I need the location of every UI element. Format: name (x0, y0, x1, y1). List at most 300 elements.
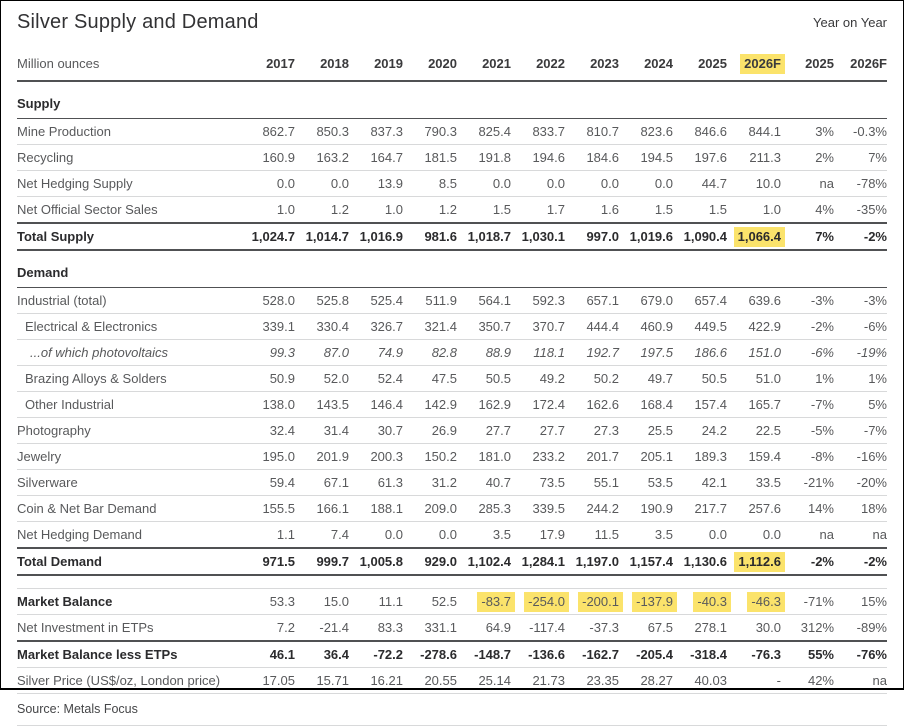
value-cell: 1,019.6 (619, 223, 673, 250)
row-label: Photography (17, 418, 241, 444)
value-cell: 790.3 (403, 119, 457, 145)
value-cell: 138.0 (241, 392, 295, 418)
row-other-industrial (17, 392, 887, 418)
empty-cell (457, 250, 511, 288)
value-cell: 15.0 (295, 588, 349, 614)
yoy-cell: -6% (781, 340, 834, 366)
row-label: Net Investment in ETPs (17, 614, 241, 641)
yoy-cell: 3% (781, 119, 834, 145)
empty-cell (349, 81, 403, 119)
yoy-cell: na (781, 522, 834, 549)
value-cell: 837.3 (349, 119, 403, 145)
yoy-cell: -20% (834, 470, 887, 496)
row-brazing-alloys-solders (17, 366, 887, 392)
value-cell: 27.7 (457, 418, 511, 444)
row-label: Net Official Sector Sales (17, 197, 241, 224)
yoy-cell: -2% (781, 314, 834, 340)
value-cell: 21.73 (511, 667, 565, 693)
yoy-cell: 5% (834, 392, 887, 418)
value-cell: 33.5 (727, 470, 781, 496)
value-cell: 3.5 (457, 522, 511, 549)
value-cell: 142.9 (403, 392, 457, 418)
value-cell: 22.5 (727, 418, 781, 444)
yoy-cell: -2% (834, 223, 887, 250)
value-cell: 422.9 (727, 314, 781, 340)
value-cell: 13.9 (349, 171, 403, 197)
value-cell: 157.4 (673, 392, 727, 418)
yoy-cell: -8% (781, 444, 834, 470)
value-cell: 1,018.7 (457, 223, 511, 250)
value-cell: 449.5 (673, 314, 727, 340)
yoy-cell: -35% (834, 197, 887, 224)
row-net-official-sector-sales (17, 197, 887, 224)
value-cell: 7.4 (295, 522, 349, 549)
highlight: 1,066.4 (734, 227, 785, 247)
yoy-cell: -2% (781, 548, 834, 575)
row-market-balance-less-etps (17, 641, 887, 668)
highlight: -83.7 (477, 592, 515, 612)
column-header-2023: 2023 (565, 47, 619, 81)
value-cell: 1,130.6 (673, 548, 727, 575)
value-cell: 49.2 (511, 366, 565, 392)
value-cell: 1,030.1 (511, 223, 565, 250)
value-cell: 197.6 (673, 145, 727, 171)
yoy-cell: 42% (781, 667, 834, 693)
value-cell: 211.3 (727, 145, 781, 171)
value-cell: 971.5 (241, 548, 295, 575)
row-label: Market Balance less ETPs (17, 641, 241, 668)
value-cell: 50.5 (457, 366, 511, 392)
row-industrial-total (17, 288, 887, 314)
value-cell: 0.0 (295, 171, 349, 197)
value-cell: 17.05 (241, 667, 295, 693)
row-silver-price-us-oz-london-price (17, 667, 887, 693)
value-cell: 172.4 (511, 392, 565, 418)
yoy-cell: 4% (781, 197, 834, 224)
value-cell: 278.1 (673, 614, 727, 641)
value-cell: 862.7 (241, 119, 295, 145)
table-head (17, 47, 887, 81)
value-cell: 27.3 (565, 418, 619, 444)
value-cell: 321.4 (403, 314, 457, 340)
column-header-2019: 2019 (349, 47, 403, 81)
value-cell (457, 588, 511, 614)
value-cell: 339.1 (241, 314, 295, 340)
empty-cell (511, 250, 565, 288)
empty-cell (619, 250, 673, 288)
yoy-cell: 18% (834, 496, 887, 522)
row-label: Jewelry (17, 444, 241, 470)
value-cell: 330.4 (295, 314, 349, 340)
value-cell: 194.6 (511, 145, 565, 171)
value-cell: 197.5 (619, 340, 673, 366)
row-label: Silver Price (US$/oz, London price) (17, 667, 241, 693)
value-cell: 1,157.4 (619, 548, 673, 575)
yoy-cell: -76% (834, 641, 887, 668)
value-cell: 1.0 (349, 197, 403, 224)
value-cell: -162.7 (565, 641, 619, 668)
value-cell: 217.7 (673, 496, 727, 522)
empty-cell (834, 81, 887, 119)
column-header-2025: 2025 (673, 47, 727, 81)
value-cell: 15.71 (295, 667, 349, 693)
value-cell: 528.0 (241, 288, 295, 314)
value-cell: 233.2 (511, 444, 565, 470)
yoy-cell: -3% (834, 288, 887, 314)
empty-cell (403, 250, 457, 288)
value-cell (619, 588, 673, 614)
value-cell: 146.4 (349, 392, 403, 418)
value-cell (511, 588, 565, 614)
value-cell: 209.0 (403, 496, 457, 522)
row-demand (17, 250, 887, 288)
value-cell: 36.4 (295, 641, 349, 668)
value-cell: - (727, 667, 781, 693)
value-cell: 16.21 (349, 667, 403, 693)
value-cell: 201.7 (565, 444, 619, 470)
column-header-2020: 2020 (403, 47, 457, 81)
empty-cell (403, 81, 457, 119)
value-cell: 257.6 (727, 496, 781, 522)
value-cell: 657.1 (565, 288, 619, 314)
value-cell: 191.8 (457, 145, 511, 171)
row-label: Other Industrial (17, 392, 241, 418)
value-cell: 118.1 (511, 340, 565, 366)
value-cell: 67.5 (619, 614, 673, 641)
value-cell: 159.4 (727, 444, 781, 470)
value-cell: 23.35 (565, 667, 619, 693)
value-cell: 50.5 (673, 366, 727, 392)
value-cell: 0.0 (457, 171, 511, 197)
empty-cell (619, 81, 673, 119)
value-cell: 87.0 (295, 340, 349, 366)
value-cell: 44.7 (673, 171, 727, 197)
empty-cell (457, 81, 511, 119)
value-cell: 460.9 (619, 314, 673, 340)
empty-cell (241, 250, 295, 288)
yoy-cell: 2% (781, 145, 834, 171)
row-mine-production (17, 119, 887, 145)
value-cell (673, 588, 727, 614)
value-cell: 201.9 (295, 444, 349, 470)
row-label: Net Hedging Demand (17, 522, 241, 549)
page-header (17, 11, 887, 34)
value-cell: 10.0 (727, 171, 781, 197)
value-cell: 844.1 (727, 119, 781, 145)
value-cell: 657.4 (673, 288, 727, 314)
value-cell: 27.7 (511, 418, 565, 444)
value-cell: 370.7 (511, 314, 565, 340)
value-cell: 639.6 (727, 288, 781, 314)
row-net-hedging-supply (17, 171, 887, 197)
value-cell: 150.2 (403, 444, 457, 470)
value-cell (565, 588, 619, 614)
value-cell: 525.8 (295, 288, 349, 314)
value-cell: 1.6 (565, 197, 619, 224)
column-header-2024: 2024 (619, 47, 673, 81)
value-cell: 32.4 (241, 418, 295, 444)
value-cell: 53.3 (241, 588, 295, 614)
value-cell: 40.03 (673, 667, 727, 693)
highlight: -46.3 (747, 592, 785, 612)
spacer-row (17, 575, 887, 588)
value-cell: 7.2 (241, 614, 295, 641)
value-cell: 53.5 (619, 470, 673, 496)
value-cell: -21.4 (295, 614, 349, 641)
value-cell: 1.1 (241, 522, 295, 549)
value-cell: 166.1 (295, 496, 349, 522)
highlight: -40.3 (693, 592, 731, 612)
value-cell: 55.1 (565, 470, 619, 496)
value-cell: 3.5 (619, 522, 673, 549)
value-cell: 1.0 (241, 197, 295, 224)
row-label: Industrial (total) (17, 288, 241, 314)
unit-label: Million ounces (17, 47, 241, 81)
yoy-cell: na (781, 171, 834, 197)
value-cell: 1,005.8 (349, 548, 403, 575)
value-cell: 929.0 (403, 548, 457, 575)
value-cell: 194.5 (619, 145, 673, 171)
row-coin-net-bar-demand (17, 496, 887, 522)
value-cell: 46.1 (241, 641, 295, 668)
value-cell: 999.7 (295, 548, 349, 575)
yoy-cell: -0.3% (834, 119, 887, 145)
highlight: 2026F (740, 54, 785, 74)
value-cell: 244.2 (565, 496, 619, 522)
table-body (17, 81, 887, 693)
value-cell: 846.6 (673, 119, 727, 145)
value-cell: 181.5 (403, 145, 457, 171)
yoy-cell: -3% (781, 288, 834, 314)
value-cell: 155.5 (241, 496, 295, 522)
value-cell: 1,090.4 (673, 223, 727, 250)
value-cell: 28.27 (619, 667, 673, 693)
column-header-2026f (727, 47, 781, 81)
row-label: Coin & Net Bar Demand (17, 496, 241, 522)
yoy-cell: -6% (834, 314, 887, 340)
highlight: -137.9 (632, 592, 677, 612)
value-cell: 11.5 (565, 522, 619, 549)
row-supply (17, 81, 887, 119)
yoy-cell: -19% (834, 340, 887, 366)
value-cell: 1.5 (619, 197, 673, 224)
value-cell: 83.3 (349, 614, 403, 641)
spacer-cell (17, 575, 887, 588)
value-cell: 1,014.7 (295, 223, 349, 250)
value-cell: 1,024.7 (241, 223, 295, 250)
yoy-cell: 1% (834, 366, 887, 392)
value-cell: 1,016.9 (349, 223, 403, 250)
yoy-cell: 55% (781, 641, 834, 668)
row-label: Recycling (17, 145, 241, 171)
value-cell: 1.5 (673, 197, 727, 224)
value-cell: -136.6 (511, 641, 565, 668)
row-label: Total Supply (17, 223, 241, 250)
row-label: Supply (17, 81, 241, 119)
value-cell: 8.5 (403, 171, 457, 197)
value-cell: 73.5 (511, 470, 565, 496)
row-label: Silverware (17, 470, 241, 496)
value-cell: 52.5 (403, 588, 457, 614)
empty-cell (727, 81, 781, 119)
value-cell: 64.9 (457, 614, 511, 641)
value-cell: 1.2 (403, 197, 457, 224)
yoy-cell: 7% (781, 223, 834, 250)
value-cell: 679.0 (619, 288, 673, 314)
value-cell: 162.9 (457, 392, 511, 418)
row-label: Brazing Alloys & Solders (17, 366, 241, 392)
value-cell: 850.3 (295, 119, 349, 145)
yoy-cell: -21% (781, 470, 834, 496)
row-label: Market Balance (17, 588, 241, 614)
value-cell: 1.2 (295, 197, 349, 224)
value-cell: 810.7 (565, 119, 619, 145)
yoy-cell: -2% (834, 548, 887, 575)
value-cell: 51.0 (727, 366, 781, 392)
value-cell (727, 548, 781, 575)
value-cell: 592.3 (511, 288, 565, 314)
empty-cell (295, 81, 349, 119)
value-cell: 331.1 (403, 614, 457, 641)
value-cell: 25.5 (619, 418, 673, 444)
value-cell: 511.9 (403, 288, 457, 314)
yoy-column-header-2026f: 2026F (834, 47, 887, 81)
empty-cell (349, 250, 403, 288)
year-on-year-label: Year on Year (813, 15, 887, 30)
empty-cell (565, 81, 619, 119)
value-cell: 326.7 (349, 314, 403, 340)
yoy-cell: 14% (781, 496, 834, 522)
value-cell: 11.1 (349, 588, 403, 614)
empty-cell (727, 250, 781, 288)
value-cell: 88.9 (457, 340, 511, 366)
value-cell: 200.3 (349, 444, 403, 470)
value-cell: -37.3 (565, 614, 619, 641)
row-jewelry (17, 444, 887, 470)
value-cell: 26.9 (403, 418, 457, 444)
value-cell: 52.4 (349, 366, 403, 392)
value-cell: -76.3 (727, 641, 781, 668)
value-cell: 82.8 (403, 340, 457, 366)
yoy-cell: -16% (834, 444, 887, 470)
value-cell: 184.6 (565, 145, 619, 171)
value-cell: 181.0 (457, 444, 511, 470)
value-cell: 0.0 (619, 171, 673, 197)
value-cell (727, 223, 781, 250)
value-cell: 25.14 (457, 667, 511, 693)
value-cell: 1,102.4 (457, 548, 511, 575)
value-cell: 143.5 (295, 392, 349, 418)
value-cell: 339.5 (511, 496, 565, 522)
row-of-which-photovoltaics (17, 340, 887, 366)
empty-cell (673, 250, 727, 288)
value-cell: 825.4 (457, 119, 511, 145)
value-cell: 833.7 (511, 119, 565, 145)
value-cell: 49.7 (619, 366, 673, 392)
row-label: Demand (17, 250, 241, 288)
row-photography (17, 418, 887, 444)
value-cell: 195.0 (241, 444, 295, 470)
empty-cell (295, 250, 349, 288)
value-cell: 30.7 (349, 418, 403, 444)
value-cell: -205.4 (619, 641, 673, 668)
value-cell: 997.0 (565, 223, 619, 250)
value-cell: 168.4 (619, 392, 673, 418)
value-cell: 151.0 (727, 340, 781, 366)
column-header-2018: 2018 (295, 47, 349, 81)
value-cell: 61.3 (349, 470, 403, 496)
value-cell: 1,197.0 (565, 548, 619, 575)
yoy-cell: 15% (834, 588, 887, 614)
value-cell: 285.3 (457, 496, 511, 522)
row-label: Mine Production (17, 119, 241, 145)
value-cell: 24.2 (673, 418, 727, 444)
empty-cell (781, 250, 834, 288)
value-cell: 52.0 (295, 366, 349, 392)
row-total-demand (17, 548, 887, 575)
yoy-cell: -5% (781, 418, 834, 444)
empty-cell (241, 81, 295, 119)
value-cell: 1.0 (727, 197, 781, 224)
value-cell: 186.6 (673, 340, 727, 366)
value-cell: 165.7 (727, 392, 781, 418)
value-cell: 47.5 (403, 366, 457, 392)
value-cell: 160.9 (241, 145, 295, 171)
value-cell: 188.1 (349, 496, 403, 522)
row-label: Electrical & Electronics (17, 314, 241, 340)
highlight: 1,112.6 (734, 552, 785, 572)
row-silverware (17, 470, 887, 496)
value-cell: 67.1 (295, 470, 349, 496)
column-header-2022: 2022 (511, 47, 565, 81)
value-cell: 1,284.1 (511, 548, 565, 575)
value-cell: 42.1 (673, 470, 727, 496)
value-cell: 0.0 (727, 522, 781, 549)
value-cell: 444.4 (565, 314, 619, 340)
value-cell: 59.4 (241, 470, 295, 496)
column-header-2017: 2017 (241, 47, 295, 81)
yoy-cell: -89% (834, 614, 887, 641)
value-cell: 823.6 (619, 119, 673, 145)
value-cell: 164.7 (349, 145, 403, 171)
empty-cell (781, 81, 834, 119)
value-cell: 31.4 (295, 418, 349, 444)
row-net-hedging-demand (17, 522, 887, 549)
value-cell: 0.0 (241, 171, 295, 197)
empty-cell (511, 81, 565, 119)
value-cell: 205.1 (619, 444, 673, 470)
value-cell: -72.2 (349, 641, 403, 668)
value-cell: -318.4 (673, 641, 727, 668)
yoy-column-header-2025: 2025 (781, 47, 834, 81)
row-net-investment-in-etps (17, 614, 887, 641)
value-cell: 190.9 (619, 496, 673, 522)
value-cell: -278.6 (403, 641, 457, 668)
row-electrical-electronics (17, 314, 887, 340)
value-cell: 40.7 (457, 470, 511, 496)
yoy-cell: 312% (781, 614, 834, 641)
value-cell: 192.7 (565, 340, 619, 366)
row-label: Total Demand (17, 548, 241, 575)
yoy-cell: na (834, 667, 887, 693)
yoy-cell: -7% (834, 418, 887, 444)
value-cell: 350.7 (457, 314, 511, 340)
table-header-row (17, 47, 887, 81)
row-label: Net Hedging Supply (17, 171, 241, 197)
value-cell: 564.1 (457, 288, 511, 314)
yoy-cell: na (834, 522, 887, 549)
value-cell: 0.0 (673, 522, 727, 549)
